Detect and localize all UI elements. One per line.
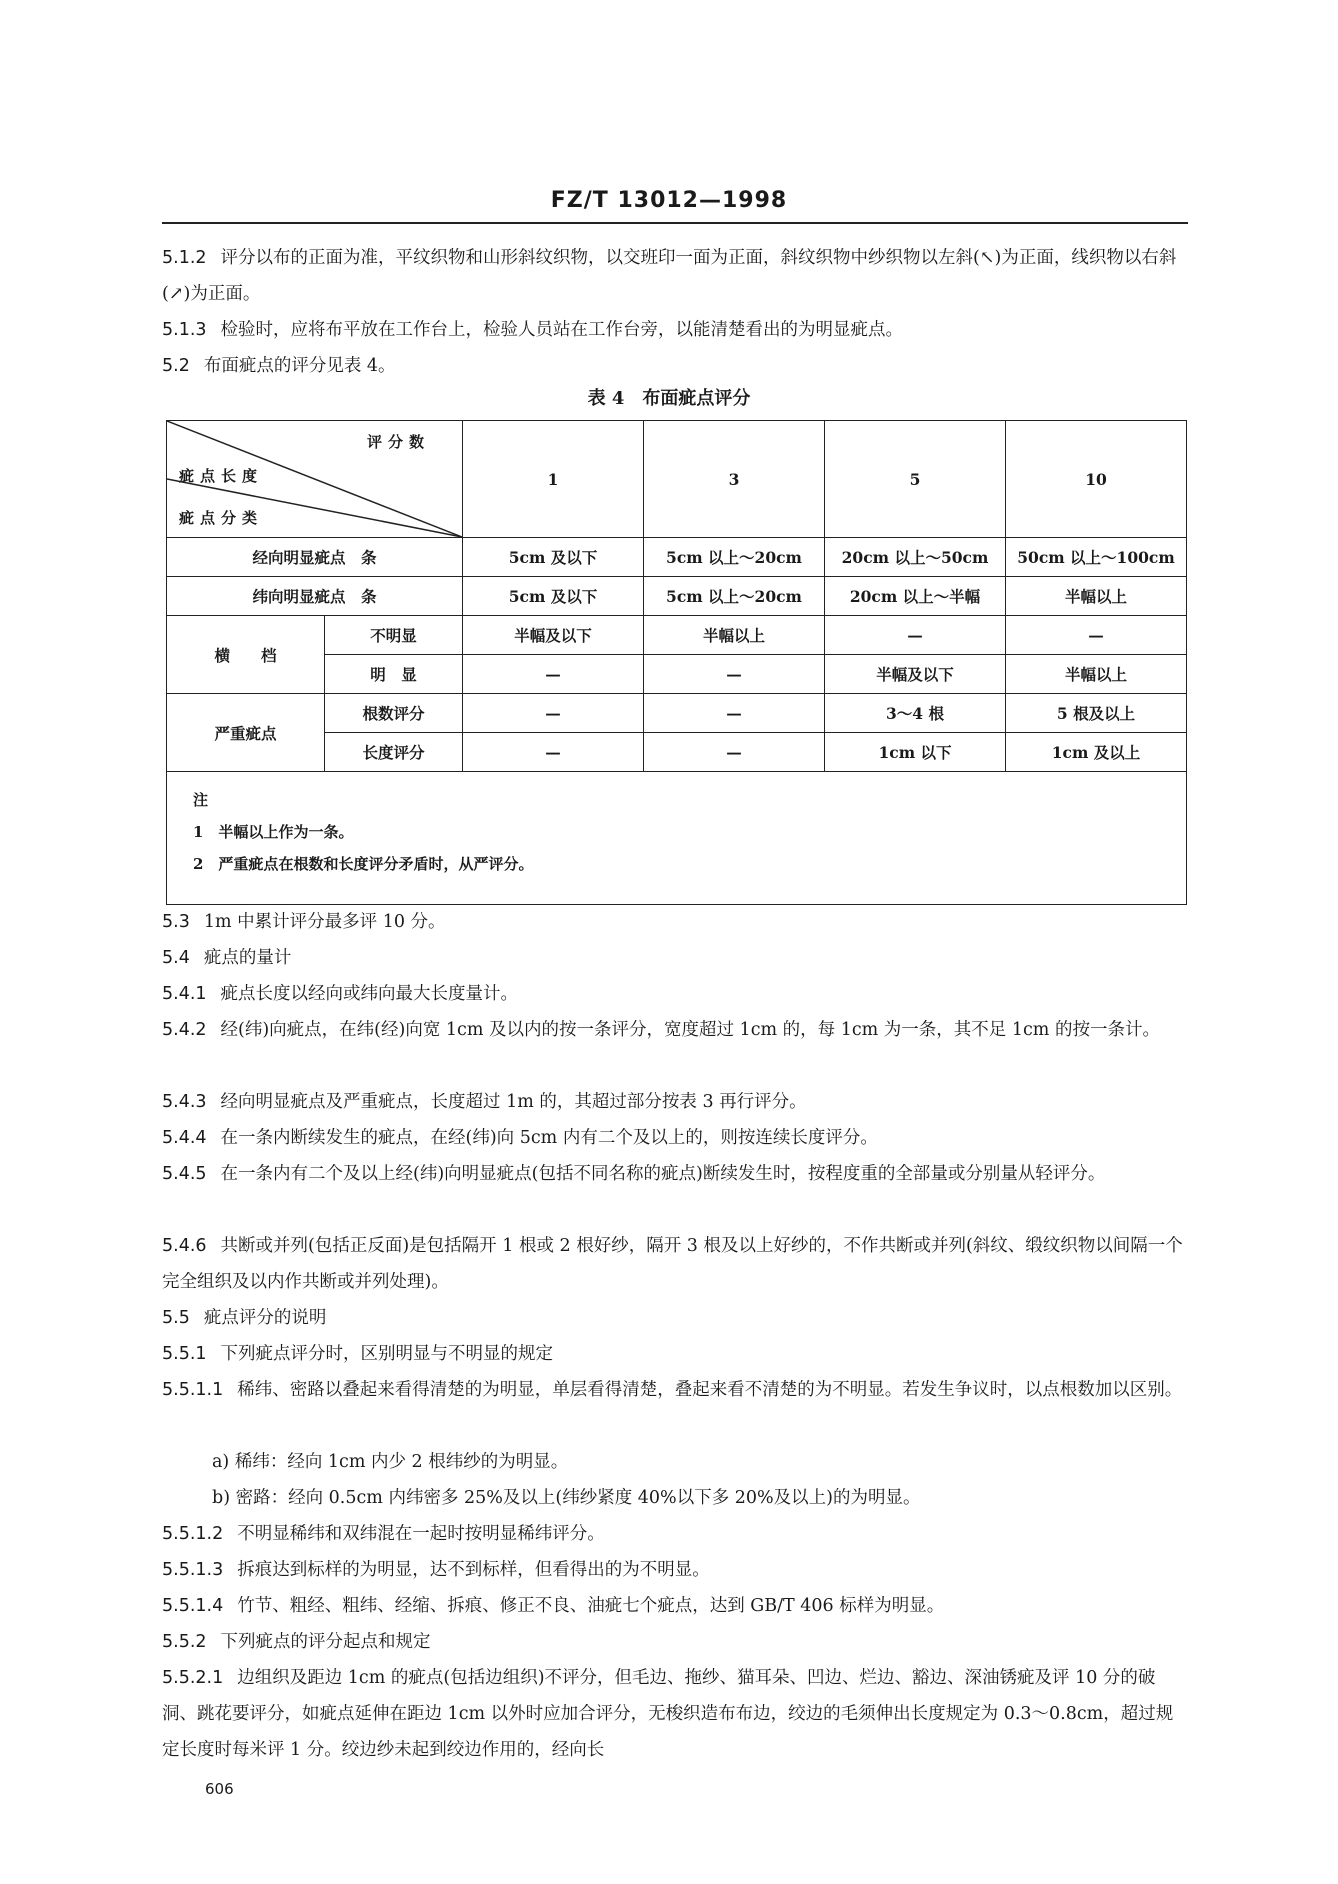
para-5-4-6: 5.4.6 共断或并列(包括正反面)是包括隔开 1 根或 2 根好纱，隔开 3 根及以上好纱的，不作共断或并列(斜纹、缎纹织物以间隔一个完全组织及以内作共断或并列处理)。 [162, 1236, 1183, 1292]
header-rule [162, 222, 1188, 224]
para-5-3: 5.3 1m 中累计评分最多评 10 分。 [162, 912, 446, 932]
table-cell: — [644, 655, 825, 694]
table-cell: 半幅及以下 [825, 655, 1006, 694]
notes-title: 注 [193, 791, 209, 809]
para-5-4-5: 5.4.5 在一条内有二个及以上经(纬)向明显疵点(包括不同名称的疵点)断续发生时，按程度重的全部量或分别量从轻评分。 [162, 1164, 1106, 1184]
para-5-5-1: 5.5.1 下列疵点评分时，区别明显与不明显的规定 [162, 1344, 554, 1364]
table-caption: 表 4 布面疵点评分 [587, 388, 751, 409]
standard-header: FZ/T 13012—1998 [550, 188, 788, 213]
para-5-5-2: 5.5.2 下列疵点的评分起点和规定 [162, 1632, 431, 1652]
para-5-2: 5.2 布面疵点的评分见表 4。 [162, 356, 396, 376]
para-item-a: a) 稀纬：经向 1cm 内少 2 根纬纱的为明显。 [212, 1452, 569, 1472]
table-cell: — [644, 694, 825, 733]
table-cell: — [463, 655, 644, 694]
page-number: 606 [205, 1780, 234, 1798]
para-5-1-3: 5.1.3 检验时，应将布平放在工作台上，检验人员站在工作台旁，以能清楚看出的为明显疵点。 [162, 320, 904, 340]
sub-label: 长度评分 [325, 733, 463, 772]
defect-score-table [166, 420, 1187, 905]
table-cell: 半幅及以下 [463, 616, 644, 655]
table-cell: — [825, 616, 1006, 655]
para-5-4-4: 5.4.4 在一条内断续发生的疵点，在经(纬)向 5cm 内有二个及以上的，则按连续长度评分。 [162, 1128, 878, 1148]
corner-score-label: 评分数 [366, 433, 430, 451]
table-cell: — [463, 733, 644, 772]
score-header: 3 [644, 421, 825, 538]
table-cell: 50cm 以上～100cm [1006, 538, 1187, 577]
note-item: 2 严重疵点在根数和长度评分矛盾时，从严评分。 [193, 855, 534, 873]
corner-category-label: 疵点分类 [179, 509, 264, 527]
score-header: 5 [825, 421, 1006, 538]
table-row [167, 577, 1187, 616]
table-notes-row [167, 772, 1187, 905]
note-item: 1 半幅以上作为一条。 [193, 823, 354, 841]
row-label: 经向明显疵点 条 [167, 538, 463, 577]
score-header: 10 [1006, 421, 1187, 538]
table-cell: — [463, 694, 644, 733]
table-cell: 5cm 以上～20cm [644, 577, 825, 616]
table-cell: 3～4 根 [825, 694, 1006, 733]
sub-label: 明 显 [325, 655, 463, 694]
sub-label: 根数评分 [325, 694, 463, 733]
table-cell: 半幅以上 [1006, 577, 1187, 616]
para-5-4-2: 5.4.2 经(纬)向疵点，在纬(经)向宽 1cm 及以内的按一条评分，宽度超过 1cm 的，每 1cm 为一条，其不足 1cm 的按一条计。 [162, 1020, 1160, 1040]
para-item-b: b) 密路：经向 0.5cm 内纬密多 25%及以上(纬纱紧度 40%以下多 20%及以上)的为明显。 [212, 1488, 921, 1508]
table-cell: 20cm 以上～50cm [825, 538, 1006, 577]
table-notes [167, 772, 1187, 905]
row-label: 纬向明显疵点 条 [167, 577, 463, 616]
corner-length-label: 疵点长度 [179, 467, 264, 485]
table-row [167, 616, 1187, 655]
sub-label: 不明显 [325, 616, 463, 655]
group-label: 横 档 [167, 616, 325, 694]
table-row [167, 694, 1187, 733]
table-cell: — [1006, 616, 1187, 655]
para-5-5-2-1: 5.5.2.1 边组织及距边 1cm 的疵点(包括边组织)不评分，但毛边、拖纱、猫耳朵、凹边、烂边、豁边、深油锈疵及评 10 分的破洞、跳花要评分，如疵点延伸在距边 1cm 以外时应加合评分，无梭织造布布边，绞边的毛须伸出长度规定为 0.3～0.8cm，超过规定长度时每米评 1 分。绞边纱未起到绞边作用的，经向长 [162, 1668, 1174, 1760]
table-cell: 1cm 以下 [825, 733, 1006, 772]
para-5-4-1: 5.4.1 疵点长度以经向或纬向最大长度量计。 [162, 984, 519, 1004]
para-5-1-2: 5.1.2 评分以布的正面为准，平纹织物和山形斜纹织物，以交班印一面为正面，斜纹织物中纱织物以左斜(↖)为正面，线织物以右斜(↗)为正面。 [162, 248, 1177, 304]
table-cell: 半幅以上 [1006, 655, 1187, 694]
table-cell: — [644, 733, 825, 772]
table-cell: 1cm 及以上 [1006, 733, 1187, 772]
table-row [167, 538, 1187, 577]
table-cell: 5 根及以上 [1006, 694, 1187, 733]
diagonal-header-cell [167, 421, 463, 538]
para-5-4-3: 5.4.3 经向明显疵点及严重疵点，长度超过 1m 的，其超过部分按表 3 再行评分。 [162, 1092, 807, 1112]
table-cell: 5cm 以上～20cm [644, 538, 825, 577]
para-5-5-1-3: 5.5.1.3 拆痕达到标样的为明显，达不到标样，但看得出的为不明显。 [162, 1560, 710, 1580]
table-cell: 5cm 及以下 [463, 538, 644, 577]
para-5-5-1-1: 5.5.1.1 稀纬、密路以叠起来看得清楚的为明显，单层看得清楚，叠起来看不清楚的为不明显。若发生争议时，以点根数加以区别。 [162, 1380, 1183, 1400]
group-label: 严重疵点 [167, 694, 325, 772]
table-cell: 20cm 以上～半幅 [825, 577, 1006, 616]
para-5-5-1-4: 5.5.1.4 竹节、粗经、粗纬、经缩、拆痕、修正不良、油疵七个疵点，达到 GB/T 406 标样为明显。 [162, 1596, 945, 1616]
table-cell: 5cm 及以下 [463, 577, 644, 616]
para-5-5-1-2: 5.5.1.2 不明显稀纬和双纬混在一起时按明显稀纬评分。 [162, 1524, 605, 1544]
table-cell: 半幅以上 [644, 616, 825, 655]
para-5-5: 5.5 疵点评分的说明 [162, 1308, 327, 1328]
para-5-4: 5.4 疵点的量计 [162, 948, 292, 968]
score-header: 1 [463, 421, 644, 538]
